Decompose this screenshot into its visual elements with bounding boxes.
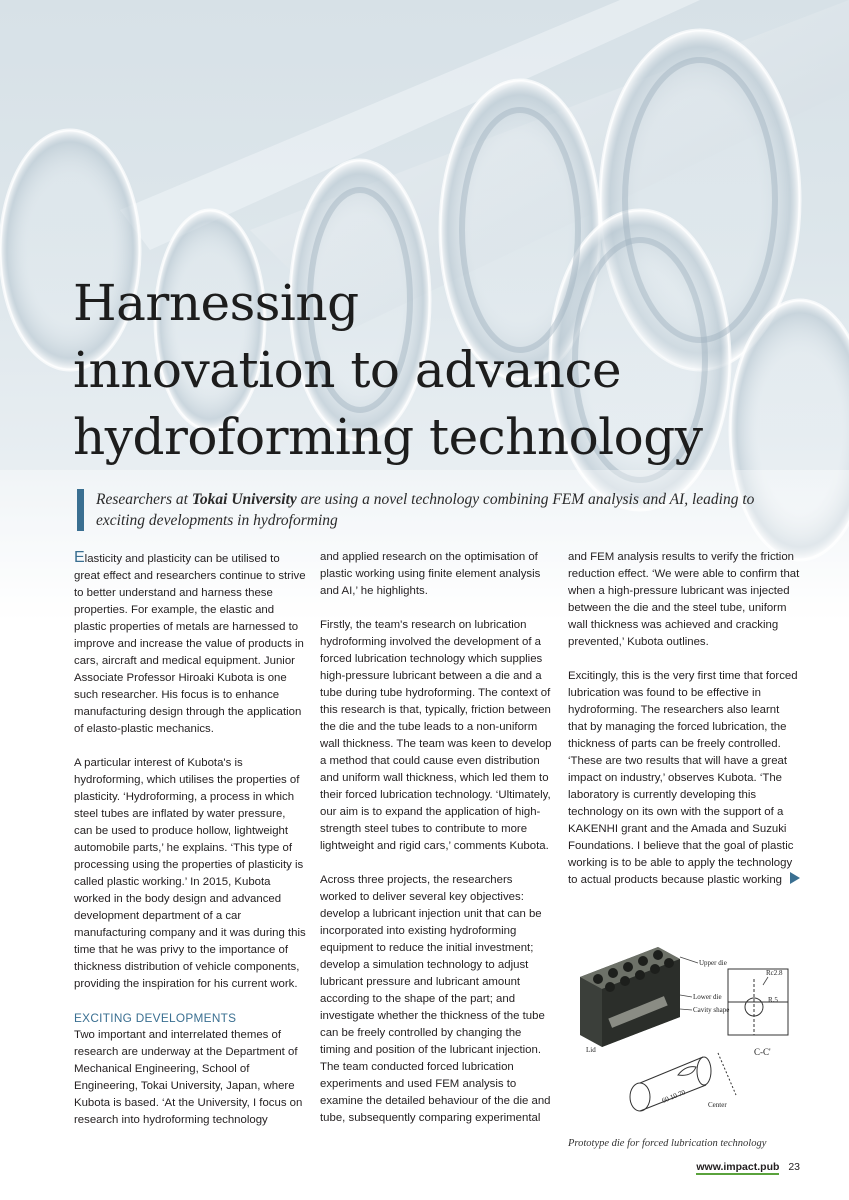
- standfirst-before: Researchers at: [96, 491, 192, 508]
- prototype-die-figure: [568, 907, 798, 1133]
- label-lower-die: Lower die: [693, 993, 722, 1001]
- title-line-3: hydroforming technology: [73, 408, 703, 466]
- label-r: R.5: [768, 996, 778, 1004]
- paragraph: [568, 668, 800, 889]
- drop-cap: E: [74, 549, 85, 566]
- label-cavity-shape: Cavity shape: [693, 1006, 730, 1014]
- paragraph: [74, 549, 306, 738]
- paragraph: A particular interest of Kubota's is hydroforming, which utilises the properties of plasticity. ‘Hydroforming, a process in which steel tubes are inflated by water pressure, can be used to produce hollow, lightweight automobile parts,’ he explains. ‘This type of processing using the properties of plasticity is called plastic working.’ In 2015, Kubota worked in the body design and advanced development department of a car manufacturing company and it was during this time that he was privy to the importance of thickness distribution of vehicle components, providing the inspiration for his current work.: [74, 757, 306, 990]
- body-column-2: [320, 549, 552, 1144]
- footer-url-link[interactable]: www.impact.pub: [696, 1161, 780, 1173]
- continue-arrow-icon: [790, 872, 800, 884]
- body-column-1: [74, 549, 306, 1146]
- paragraph-text: lasticity and plasticity can be utilised to great effect and researchers continue to strive to better understand and harness these properties. For example, the elastic and plastic properties of metals are harnessed to improve and increase the value of products in cars, aircraft and medical equipment. Junior Associate Professor Hiroaki Kubota is one such researcher. His focus is to enhance manufacturing design through the application of elasto-plastic mechanics.: [74, 553, 306, 735]
- paragraph: Firstly, the team's research on lubrication hydroforming involved the development of a forced lubrication technology which supplies high-pressure lubricant between a die and a tube during tube hydroforming. The context of this research is that, typically, friction between the die and the tube leads to a non-uniform wall thickness. The team was keen to develop a method that could cause even distribution and uniform wall thickness, which led them to their forced lubrication technology. ‘Ultimately, our aim is to expand the application of high-strength steel tubes to contribute to more lightweight and rigid cars,’ comments Kubota.: [320, 619, 552, 852]
- cross-section-icon: [728, 969, 788, 1035]
- standfirst-emphasis: Tokai University: [191, 491, 297, 508]
- paragraph-text: Excitingly, this is the very first time that forced lubrication was found to be effective in hydroforming. The researchers also learnt that by managing the forced lubrication, the thickness of parts can be freely controlled. ‘These are two results that will have a great impact on industry,’ observes Kubota. ‘The laboratory is currently developing this technology on its own with the support of a KAKENHI grant and the Amada and Suzuki Foundations. I believe that the goal of plastic working is to be able to apply the technology to actual products because plastic working: [568, 670, 798, 886]
- body-column-3: [568, 549, 800, 906]
- label-center: Center: [708, 1101, 727, 1109]
- standfirst-after: are using a novel technology combining FEM analysis and AI, leading to exciting developments in hydroforming: [96, 491, 755, 529]
- paragraph: and applied research on the optimisation of plastic working using finite element analysis and AI,’ he highlights.: [320, 551, 541, 597]
- paragraph: and FEM analysis results to verify the friction reduction effect. ‘We were able to confirm that when a high-pressure lubricant was injected between the die and the steel tube, uniform wall thickness was achieved and cracking prevented,’ Kubota outlines.: [568, 551, 800, 648]
- subheading: EXCITING DEVELOPMENTS: [74, 1011, 237, 1025]
- label-lid: Lid: [586, 1046, 596, 1054]
- paragraph: Two important and interrelated themes of research are underway at the Department of Mechanical Engineering, School of Engineering, Tokai University, Japan, where Kubota is based. ‘At the University, I focus on research into hydroforming technology: [74, 1029, 303, 1126]
- label-upper-die: Upper die: [699, 959, 727, 967]
- standfirst: [77, 489, 797, 531]
- page-number: 23: [788, 1161, 800, 1173]
- label-cc: C-C': [754, 1047, 771, 1057]
- label-rc: Rc2.8: [766, 969, 783, 977]
- title-line-1: Harnessing: [73, 274, 359, 332]
- title-line-2: innovation to advance: [73, 341, 622, 399]
- page-footer: [696, 1161, 800, 1173]
- label-dimensions: 60 10 70: [660, 1088, 687, 1105]
- article-title: [73, 270, 773, 471]
- figure-caption: Prototype die for forced lubrication technology: [568, 1138, 767, 1149]
- die-block-icon: [580, 947, 680, 1047]
- die-diagram: [568, 907, 798, 1133]
- paragraph: Across three projects, the researchers worked to deliver several key objectives: develop a lubricant injection unit that can be incorporated into existing hydroforming equipment to reduce the initial investment; develop a simulation technology to adjust lubricant pressure and lubricant amount according to the shape of the part; and investigate whether the thickness of the tube can be freely controlled by changing the timing and position of the lubricant injection. The team conducted forced lubrication experiments and used FEM analysis to examine the detailed behaviour of the die and tube, subsequently comparing experimental: [320, 874, 551, 1124]
